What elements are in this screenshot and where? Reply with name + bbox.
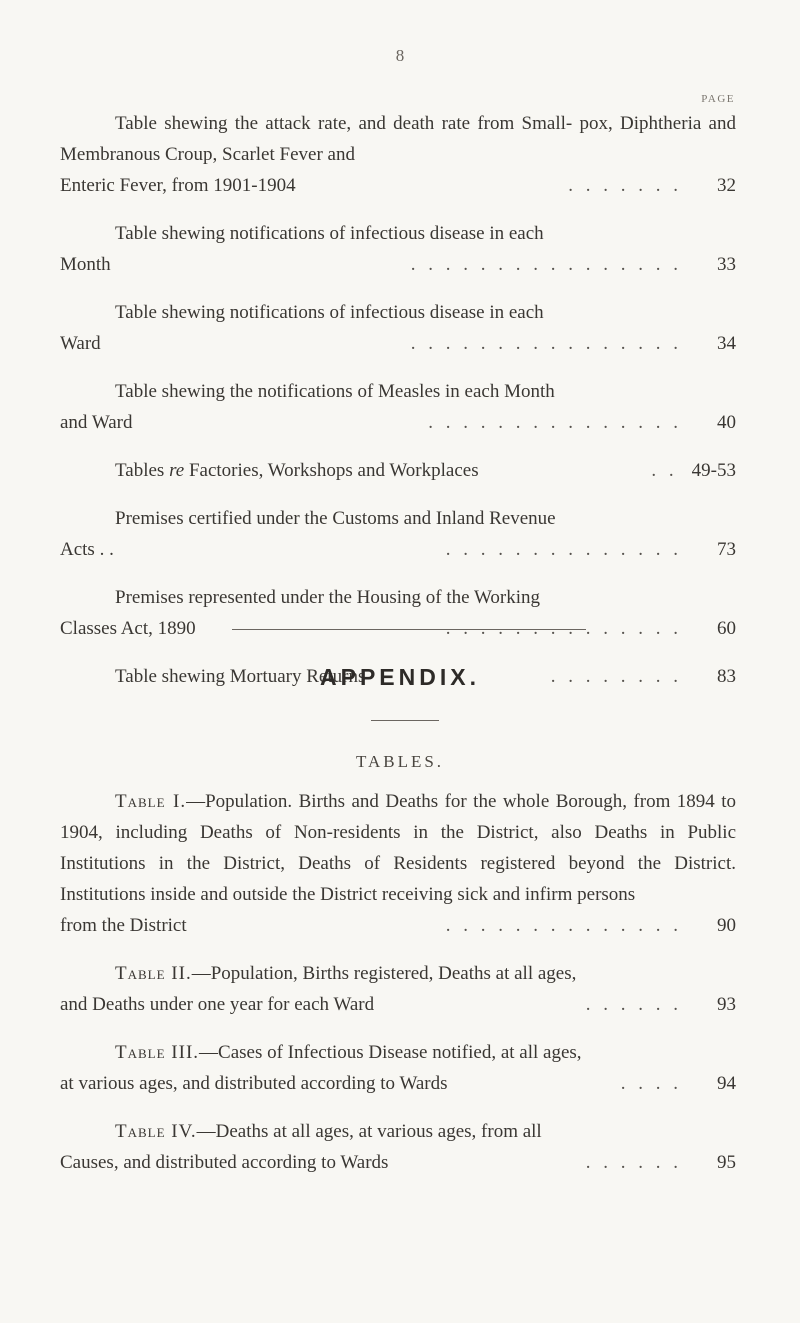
page-ref: 73	[717, 539, 736, 560]
leader-dots: . . . . . . . .	[550, 666, 682, 687]
leader-dots: . .	[651, 460, 678, 481]
toc-entry	[60, 455, 736, 486]
leader-dots: . . . . . . . . . . . . . .	[445, 618, 682, 639]
page-ref: 40	[717, 412, 736, 433]
appendix-entry	[60, 786, 736, 941]
appendix-entry	[60, 1116, 736, 1178]
entry-text-end: Classes Act, 1890	[60, 618, 196, 639]
table-label: Table I.	[115, 791, 187, 812]
page-ref: 95	[717, 1152, 736, 1173]
section-divider	[232, 629, 586, 630]
leader-dots: . . . . . . . . . . . . . . .	[428, 412, 682, 433]
table-label: Table III.	[115, 1042, 200, 1063]
page-ref: 93	[717, 994, 736, 1015]
entry-text-end: Month	[60, 254, 111, 275]
toc-entry	[60, 297, 736, 359]
entry-text: Table shewing the attack rate, and death rate from Small- pox, Diphtheria and Membranous Croup, Scarlet Fever and	[60, 113, 736, 165]
toc-entry	[60, 218, 736, 280]
table-label: Table IV.	[115, 1121, 197, 1142]
toc-entry	[60, 503, 736, 565]
leader-dots: . . . . . .	[585, 1152, 682, 1173]
entry-text-end: Acts . .	[60, 539, 114, 560]
toc-entry	[60, 108, 736, 201]
page-ref: 33	[717, 254, 736, 275]
leader-dots: . . . . . . . . . . . . . .	[445, 915, 682, 936]
entry-text-end: Causes, and distributed according to Wards	[60, 1152, 389, 1173]
page-ref: 83	[717, 666, 736, 687]
entry-text: Table I.—Population. Births and Deaths for the whole Borough, from 1894 to 1904, including Deaths of Non-residents in the District, also Deaths in Public Institutions in the District, Deaths of Residents registered beyond the District. Institutions inside and outside the District receiving sick and infirm persons	[60, 791, 737, 905]
entry-text-end: Ward	[60, 333, 101, 354]
page-ref: 94	[717, 1073, 736, 1094]
table-label: Table II.	[115, 963, 192, 984]
page-ref: 32	[717, 175, 736, 196]
entry-text: Table shewing notifications of infectious disease in each	[115, 302, 544, 323]
leader-dots: . . . . . . . . . . . . . .	[445, 539, 682, 560]
appendix-entry	[60, 958, 736, 1020]
table-of-contents	[0, 108, 800, 692]
leader-dots: . . . .	[620, 1073, 682, 1094]
page-ref: 49-53	[691, 460, 736, 481]
leader-dots: . . . . . . .	[568, 175, 682, 196]
leader-dots: . . . . . .	[585, 994, 682, 1015]
page-ref: 34	[717, 333, 736, 354]
page-ref: 90	[717, 915, 736, 936]
appendix-title: APPENDIX.	[320, 664, 480, 690]
toc-entry	[60, 582, 736, 644]
entry-text-end: Enteric Fever, from 1901-1904	[60, 175, 296, 196]
toc-entry	[60, 376, 736, 438]
leader-dots: . . . . . . . . . . . . . . . .	[410, 254, 682, 275]
entry-text-end: and Deaths under one year for each Ward	[60, 994, 375, 1015]
entry-text: Table shewing notifications of infectious disease in each	[115, 223, 544, 244]
page-column-header: PAGE	[701, 93, 735, 105]
entry-text: Premises represented under the Housing of the Working	[115, 587, 540, 608]
entry-text-end: and Ward	[60, 412, 133, 433]
entry-text: Premises certified under the Customs and Inland Revenue	[115, 508, 556, 529]
appendix-list	[0, 786, 800, 1178]
tables-heading: TABLES.	[355, 752, 445, 771]
entry-text: Table shewing the notifications of Measles in each Month	[115, 381, 555, 402]
title-divider	[371, 720, 439, 721]
page-number: 8	[395, 46, 405, 65]
entry-text: Table III.—Cases of Infectious Disease notified, at all ages,	[115, 1042, 582, 1063]
appendix-entry	[60, 1037, 736, 1099]
entry-text-end: Table shewing Mortuary Returns	[115, 666, 366, 687]
leader-dots: . . . . . . . . . . . . . . . .	[410, 333, 682, 354]
entry-text-end: at various ages, and distributed according to Wards	[60, 1073, 448, 1094]
entry-text-end: from the District	[60, 915, 187, 936]
entry-text: Table II.—Population, Births registered, Deaths at all ages,	[115, 963, 577, 984]
entry-text: Table IV.—Deaths at all ages, at various ages, from all	[115, 1121, 542, 1142]
page-ref: 60	[717, 618, 736, 639]
entry-text-end: Tables re Factories, Workshops and Workplaces	[115, 460, 479, 481]
